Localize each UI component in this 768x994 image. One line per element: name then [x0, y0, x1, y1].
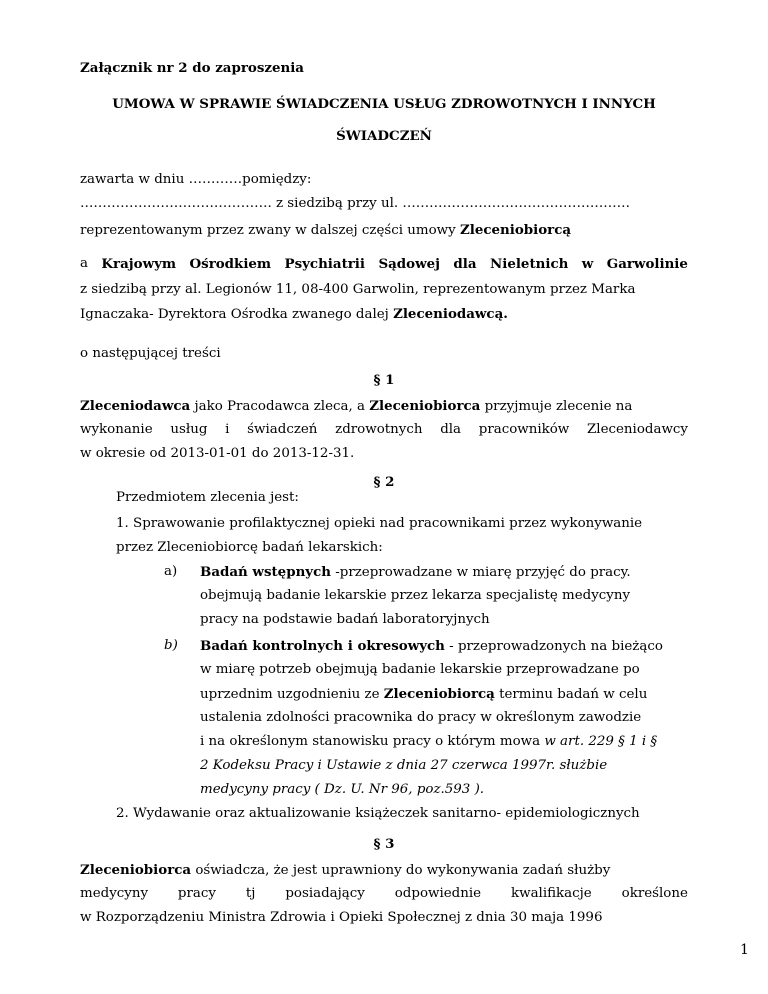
item-b-rest: - przeprowadzonych na bieżąco — [444, 639, 663, 654]
section3-line1 — [80, 862, 610, 878]
section1-word: wykonanie — [80, 422, 153, 437]
section2-point2: 2. Wydawanie oraz aktualizowanie książeczek sanitarno- epidemiologicznych — [116, 806, 640, 821]
party-line3-text: Ignaczaka- Dyrektora Ośrodka zwanego dalej — [80, 307, 394, 322]
section3-word: odpowiednie — [394, 886, 482, 901]
item-a-line1 — [200, 564, 631, 580]
section1-text2: przyjmuje zlecenie na — [480, 399, 633, 414]
preamble-text: o następującej treści — [80, 346, 221, 361]
item-a-bold: Badań wstępnych — [200, 564, 331, 580]
party-line2: z siedzibą przy al. Legionów 11, 08-400 Garwolin, reprezentowanym przez Marka — [80, 282, 636, 297]
item-a-label: a) — [164, 564, 178, 579]
section1-word: świadczeń — [247, 422, 318, 437]
section1-word: Zleceniodawcy — [587, 422, 688, 437]
party-word: Sądowej — [378, 256, 440, 272]
intro-line3-bold: Zleceniobiorcą — [459, 222, 572, 238]
item-a-line2: obejmują badanie lekarskie przez lekarza specjalistę medycyny — [200, 588, 631, 603]
document-title-line2: ŚWIADCZEŃ — [336, 128, 432, 144]
section3-word: pracy — [177, 886, 216, 901]
attachment-label: Załącznik nr 2 do zaproszenia — [80, 60, 304, 76]
item-b-line5 — [200, 734, 657, 749]
section2-point1-line1: 1. Sprawowanie profilaktycznej opieki nad pracownikami przez wykonywanie — [116, 516, 643, 531]
party-word: w — [581, 256, 594, 272]
party-word: Garwolinie — [606, 256, 688, 272]
item-b-line2: w miarę potrzeb obejmują badanie lekarskie przeprowadzane po — [200, 662, 640, 677]
item-b-line3 — [200, 686, 647, 702]
party-word: Nieletnich — [490, 256, 569, 272]
party-name-line — [80, 256, 688, 272]
section1-line2 — [80, 422, 688, 437]
party-word: Ośrodkiem — [189, 256, 272, 272]
item-a-line3: pracy na podstawie badań laboratoryjnych — [200, 612, 490, 627]
section1-bold1: Zleceniodawca — [80, 398, 191, 414]
section2-heading: § 2 — [373, 474, 395, 490]
section1-word: i — [225, 422, 230, 437]
section1-word: pracowników — [478, 422, 570, 437]
item-b-line3-post: terminu badań w celu — [494, 687, 648, 702]
section3-line3: w Rozporządzeniu Ministra Zdrowia i Opieki Społecznej z dnia 30 maja 1996 — [80, 910, 603, 925]
item-b-bold: Badań kontrolnych i okresowych — [200, 638, 445, 654]
intro-line2: ……………………………………. z siedzibą przy ul. …………………………………………… — [80, 196, 631, 211]
intro-line3 — [80, 222, 571, 238]
party-line3 — [80, 306, 508, 322]
section1-bold2: Zleceniobiorca — [369, 398, 481, 414]
section3-word: kwalifikacje — [511, 886, 592, 901]
item-b-line1 — [200, 638, 663, 654]
section2-subject: Przedmiotem zlecenia jest: — [116, 490, 299, 505]
party-word: Krajowym — [101, 256, 177, 272]
section1-word: zdrowotnych — [335, 422, 423, 437]
section1-line1 — [80, 398, 632, 414]
party-word: dla — [453, 256, 477, 272]
section3-word: tj — [245, 886, 256, 901]
party-line3-bold: Zleceniodawcą. — [393, 306, 508, 322]
section3-line2 — [80, 886, 688, 901]
item-b-line4: ustalenia zdolności pracownika do pracy w określonym zawodzie — [200, 710, 642, 725]
section1-word: dla — [440, 422, 462, 437]
section3-rest: oświadcza, że jest uprawniony do wykonywania zadań służby — [191, 863, 611, 878]
section1-text1: jako Pracodawca zleca, a — [190, 399, 370, 414]
section3-word: medycyny — [80, 886, 149, 901]
document-title-line1: UMOWA W SPRAWIE ŚWIADCZENIA USŁUG ZDROWOTNYCH I INNYCH — [112, 96, 656, 112]
party-a: a — [80, 256, 88, 271]
section2-point1-line2: przez Zleceniobiorcę badań lekarskich: — [116, 540, 383, 555]
item-b-line7: medycyny pracy ( Dz. U. Nr 96, poz.593 ). — [200, 782, 485, 797]
section1-heading: § 1 — [373, 372, 395, 388]
section3-word: określone — [621, 886, 688, 901]
item-b-line5-pre: i na określonym stanowisku pracy o którym mowa — [200, 734, 545, 749]
intro-line3-text: reprezentowanym przez zwany w dalszej części umowy — [80, 223, 460, 238]
page-number: 1 — [740, 942, 749, 958]
section3-bold: Zleceniobiorca — [80, 862, 192, 878]
item-b-line5-italic: w art. 229 § 1 i § — [544, 734, 658, 749]
section1-word: usług — [170, 422, 208, 437]
item-b-label: b) — [164, 638, 178, 653]
party-word: Psychiatrii — [284, 256, 365, 272]
item-b-line3-bold: Zleceniobiorcą — [383, 686, 495, 702]
intro-line1: zawarta w dniu …………pomiędzy: — [80, 172, 312, 187]
item-a-rest: -przeprowadzane w miarę przyjęć do pracy. — [330, 565, 631, 580]
section3-heading: § 3 — [373, 836, 395, 852]
item-b-line6: 2 Kodeksu Pracy i Ustawie z dnia 27 czerwca 1997r. służbie — [200, 758, 608, 773]
item-b-line3-pre: uprzednim uzgodnieniu ze — [200, 687, 384, 702]
section3-word: posiadający — [285, 886, 365, 901]
section1-line3: w okresie od 2013-01-01 do 2013-12-31. — [80, 446, 355, 461]
